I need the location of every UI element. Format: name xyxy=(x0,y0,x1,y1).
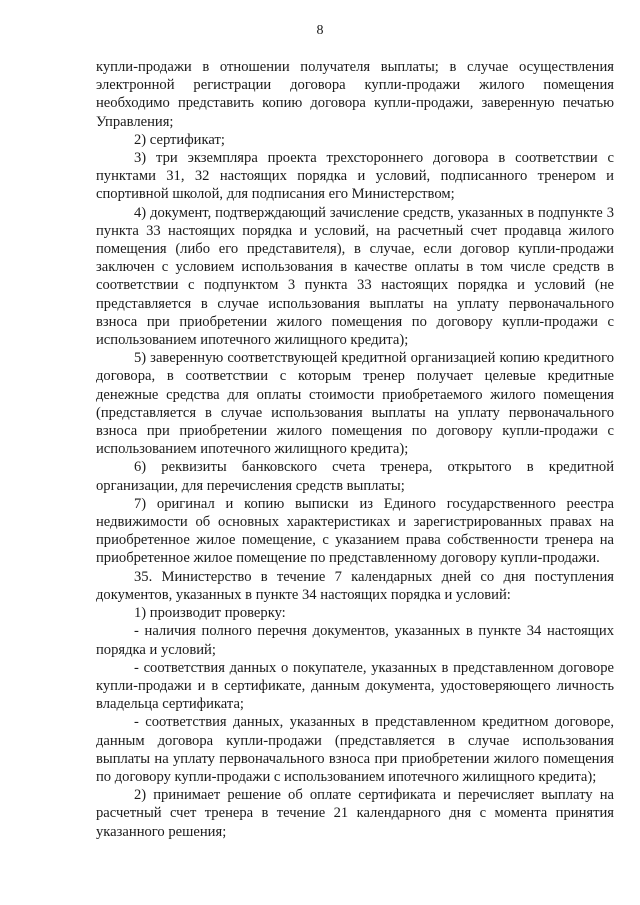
paragraph-item-4: 4) документ, подтверждающий зачисление средств, указанных в подпункте 3 пункта 33 настоящих порядка и условий, на расчетный счет продавца жилого помещения (либо его представителя), в случае, если договор купли-продажи заключен с условием использования в качестве оплаты в том числе средств в соответствии с подпунктом 3 пункта 33 настоящих порядка и условий (не представляется в случае использования выплаты на уплату первоначального взноса при приобретении жилого помещения по договору купли-продажи с использованием ипотечного жилищного кредита); xyxy=(96,204,614,349)
paragraph-check-credit: - соответствия данных, указанных в представленном кредитном договоре, данным договора купли-продажи (представляется в случае использования выплаты на уплату первоначального взноса при приобретении жилого помещения по договору купли-продажи с использованием ипотечного жилищного кредита); xyxy=(96,714,614,785)
paragraph-section-35: 35. Министерство в течение 7 календарных дней со дня поступления документов, указанных в пункте 34 настоящих порядка и условий: xyxy=(96,568,614,603)
document-body xyxy=(96,58,614,841)
paragraph-subitem-2: 2) принимает решение об оплате сертификата и перечисляет выплату на расчетный счет тренера в течение 21 календарного дня с момента принятия указанного решения; xyxy=(96,787,614,840)
paragraph-item-5: 5) заверенную соответствующей кредитной организацией копию кредитного договора, в соответствии с которым тренер получает целевые кредитные денежные средства для оплаты стоимости приобретаемого жилого помещения (представляется в случае использования выплаты на уплату первоначального взноса при приобретении жилого помещения по договору купли-продажи с использованием ипотечного жилищного кредита); xyxy=(96,350,614,458)
page-number: 8 xyxy=(316,23,324,38)
paragraph-check-documents: - наличия полного перечня документов, указанных в пункте 34 настоящих порядка и условий; xyxy=(96,623,614,658)
paragraph-continuation: купли-продажи в отношении получателя выплаты; в случае осуществления электронной регистрации договора купли-продажи жилого помещения необходимо представить копию договора купли-продажи, заверенную печатью Управления; xyxy=(96,59,614,130)
paragraph-item-6: 6) реквизиты банковского счета тренера, открытого в кредитной организации, для перечисления средств выплаты; xyxy=(96,459,614,494)
paragraph-item-2: 2) сертификат; xyxy=(134,131,225,148)
paragraph-subitem-1: 1) производит проверку: xyxy=(134,605,286,622)
paragraph-item-7: 7) оригинал и копию выписки из Единого государственного реестра недвижимости об основных характеристиках и зарегистрированных правах на приобретенное жилое помещение, с указанием права собственности тренера на приобретенное жилое помещение по представленному договору купли-продажи. xyxy=(96,495,614,567)
paragraph-check-buyer: - соответствия данных о покупателе, указанных в представленном договоре купли-продажи и в сертификате, данным документа, удостоверяющего личность владельца сертификата; xyxy=(96,659,614,713)
paragraph-item-3: 3) три экземпляра проекта трехстороннего договора в соответствии с пунктами 31, 32 настоящих порядка и условий, подписанного тренером и спортивной школой, для подписания его Министерством; xyxy=(96,150,614,203)
